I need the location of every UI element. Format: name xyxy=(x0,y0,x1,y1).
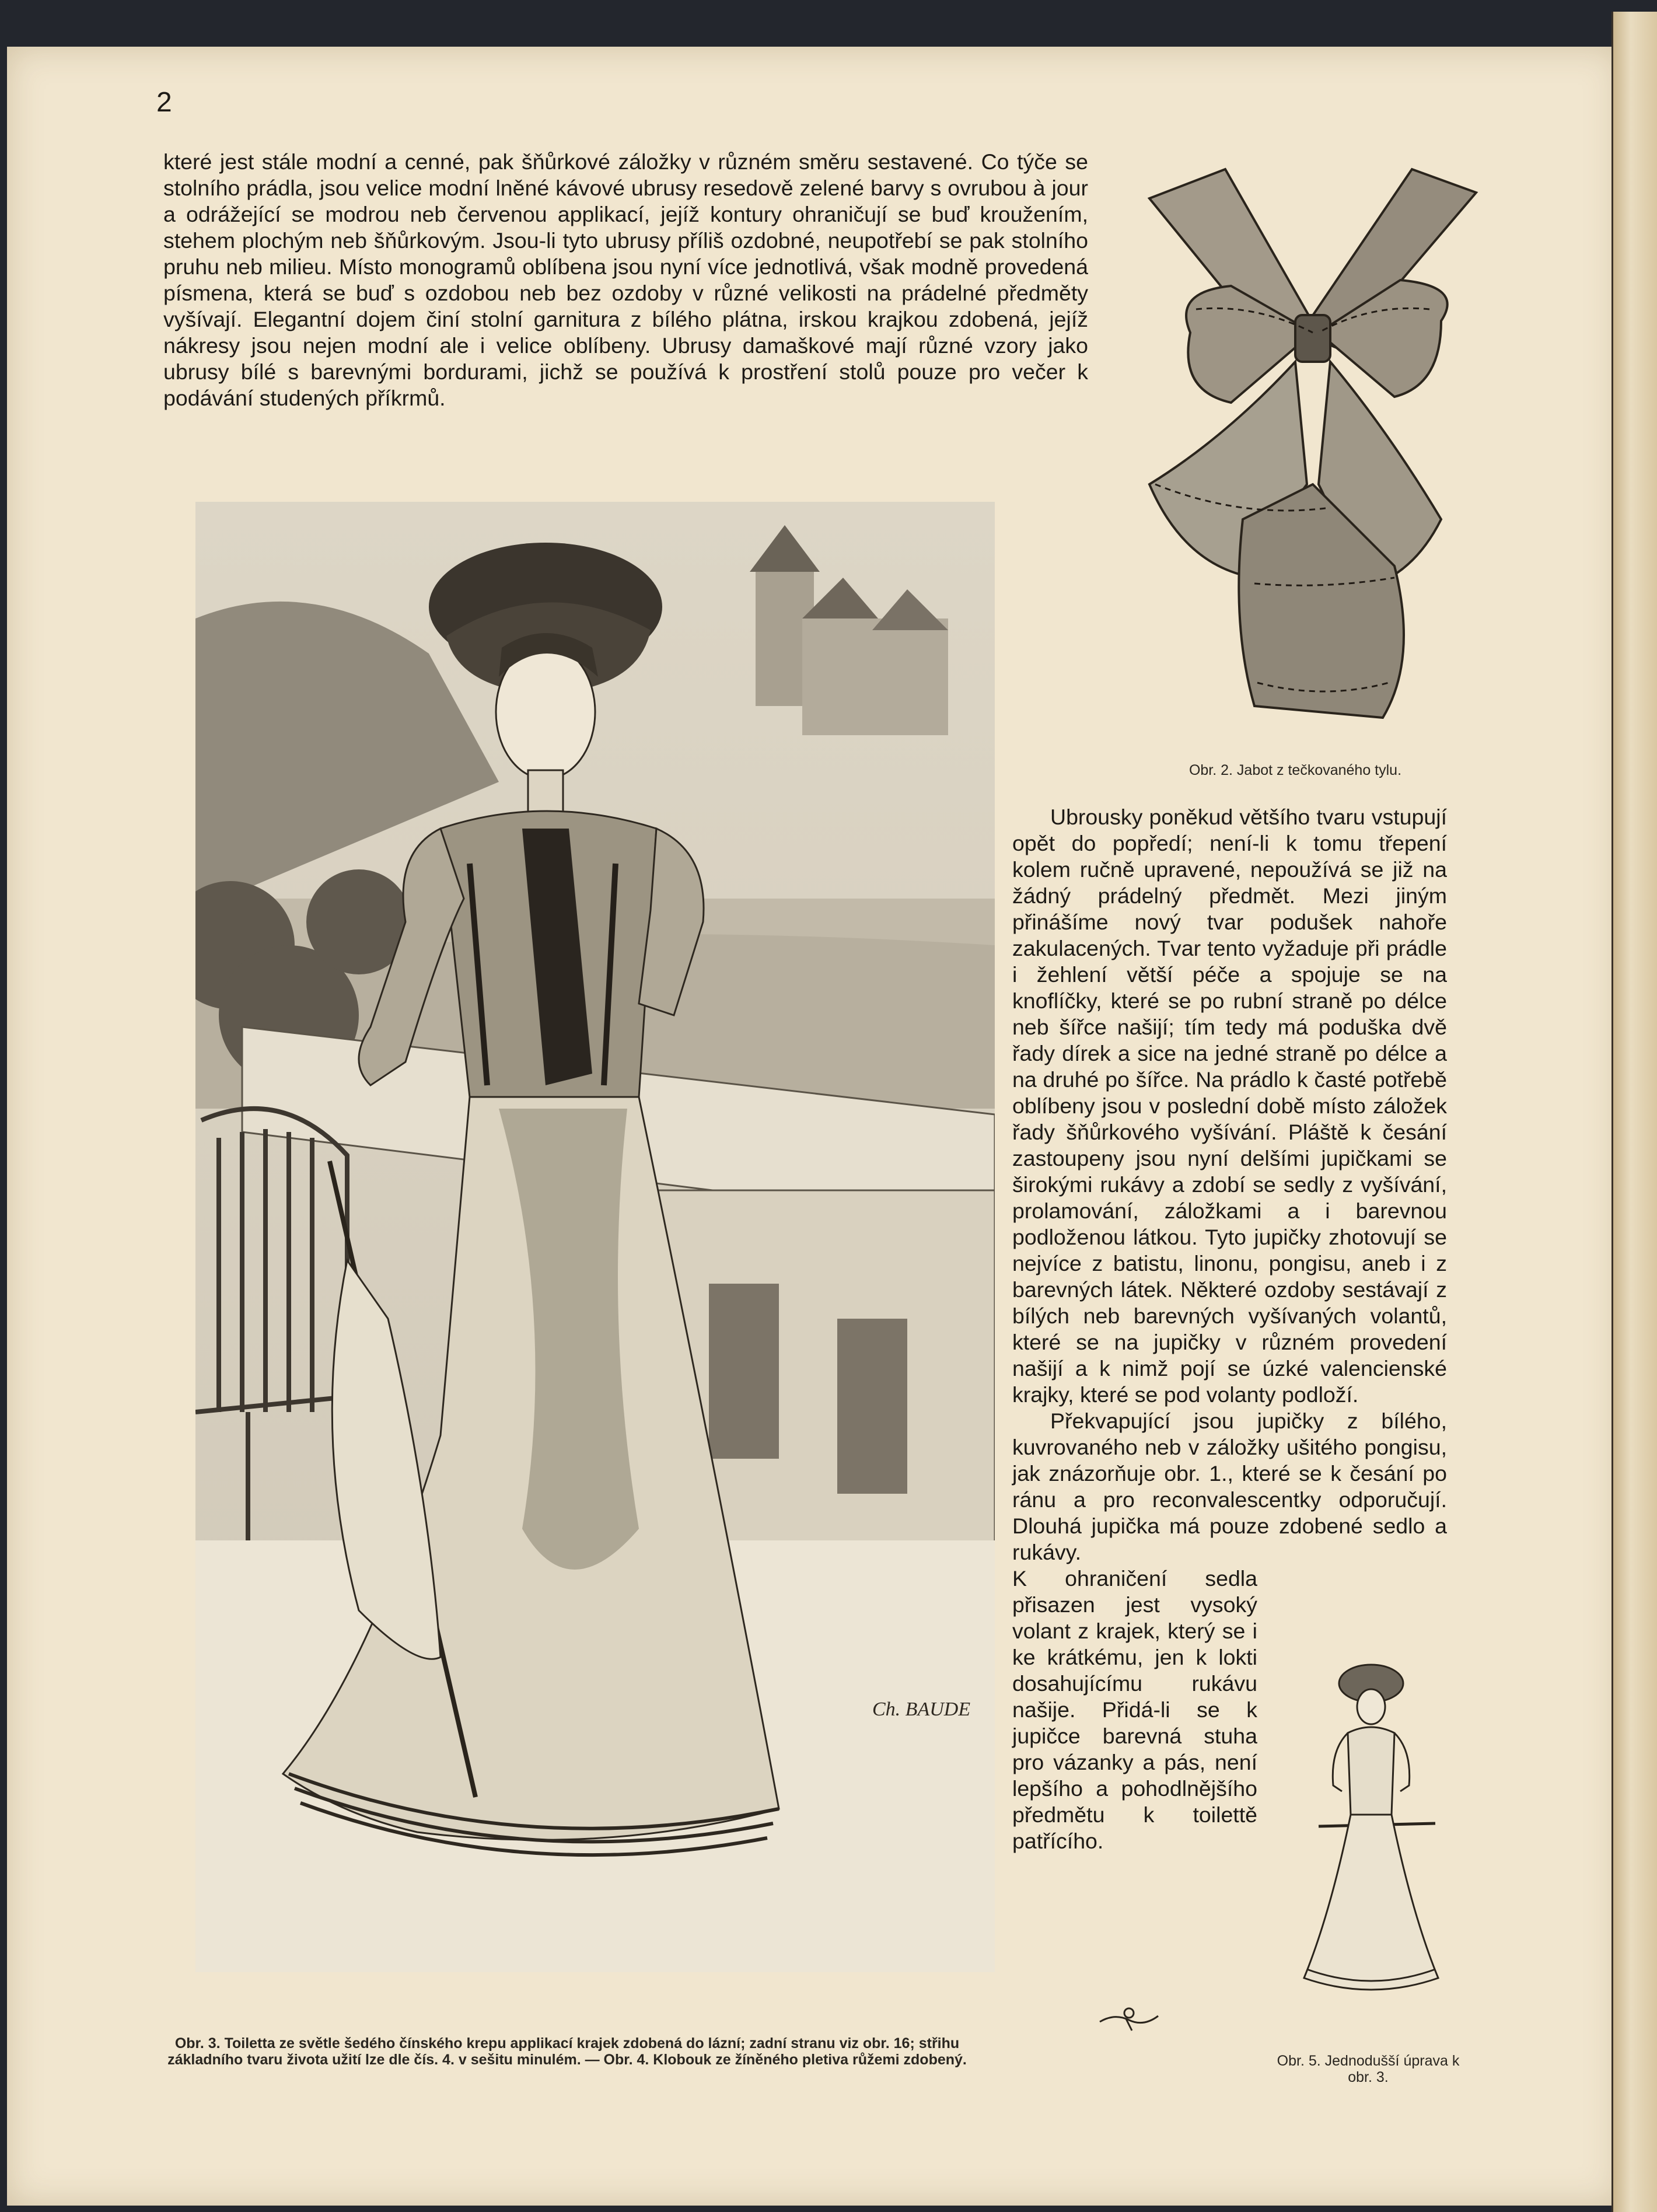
paragraph-yoke: K ohraničení sedla přisazen jest vysoký volant z krajek, který se i ke krátkému, jen k lokti dosahujícímu rukávu našije. Přidá-li se k jupičce barevná stuha pro vázanky a pás, není lepšího a pohodlnějšího předmětu k toilettě patřícího. xyxy=(1012,1566,1257,1853)
artist-signature: Ch. BAUDE xyxy=(872,1699,971,1720)
simplified-dress-figure xyxy=(1295,1651,1447,2001)
caption-fig3-4: Obr. 3. Toiletta ze světle šedého čínského krepu applikací krajek zdobená do lázní; zadní stranu viz obr. 16; střihu základního tvaru života užití lze dle čís. 4. v sešitu minulém. — Obr. 4. Klobouk ze žíněného pletiva růžemi zdobený. xyxy=(167,2035,967,2068)
jabot-illustration xyxy=(1138,158,1488,729)
intro-paragraph: které jest stále modní a cenné, pak šňůrkové záložky v různém směru sestavené. Co týče se stolního prádla, jsou velice modní lněné kávové ubrusy resedově zelené barvy s ovrubou à jour a odrážející se modrou neb červenou applikací, jejíž kontury ohraničují se buď kroužením, stehem plochým neb šňůrkovým. Jsou-li tyto ubrusy příliš ozdobné, neupotřebí se pak stolního pruhu neb milieu. Místo monogramů oblíbena jsou nyní více jednotlivá, však modně provedená písmena, která se buď s ozdobou neb bez ozdoby v různé velikosti na prádelné předměty vyšívají. Elegantní dojem činí stolní garnitura z bílého plátna, irskou krajkou zdobená, jejíž nákresy jsou nejen modní ale i velice oblíbeny. Ubrusy damaškové mají různé vzory jako ubrusy bílé s barevnými bordurami, jichž se používá k prostření stolů pouze pro večer k podávání studených příkrmů. xyxy=(163,149,1088,410)
book-spine xyxy=(1613,12,1657,2212)
page-number: 2 xyxy=(156,87,172,118)
fashion-plate-illustration xyxy=(195,502,995,1972)
caption-fig2: Obr. 2. Jabot z tečkovaného tylu. xyxy=(1188,762,1402,778)
ornament-icon xyxy=(1097,2001,1161,2036)
paragraph-napkins: Ubrousky poněkud většího tvaru vstupují opět do popředí; není-li k tomu třepení kolem ručně upravené, nepoužívá se již na žádný prádelný předmět. Mezi jiným přinášíme nový tvar podušek nahoře zakulacených. Tvar tento vyžaduje při prádle i žehlení větší péče a spojuje se na knoflíčky, které se po rubní straně po délce neb šířce našijí; tím tedy má poduška dvě řady dírek a sice na jedné straně po délce a na druhé po šířce. Na prádlo k časté potřebě oblíbeny jsou v poslední době místo záložek řady šňůrkového vyšívání. Pláště k česání zastoupeny jsou nyní delšími jupičkami se širokými rukávy a zdobí se sedly z vyšívání, prolamování, záložkami a i barevnou podloženou látkou. Tyto jupičky zhotovují se nejvíce z batistu, linonu, pongisu, aneb i z barevných látek. Některé ozdoby sestávají z bílých neb barevných vyšívaných volantů, které se na jupičky v různém provedení našijí a k nimž pojí se úzké valencienské krajky, které se pod volanty podloží. xyxy=(1012,805,1447,1407)
paragraph-jackets: Překvapující jsou jupičky z bílého, kuvrovaného neb v záložky ušitého pongisu, jak znázorňuje obr. 1., které se k česání po ránu a pro reconvalescentky odporučují. Dlouhá jupička má pouze zdobené sedlo a rukávy. xyxy=(1012,1409,1447,1564)
caption-fig5: Obr. 5. Jednodušší úprava k obr. 3. xyxy=(1277,2053,1460,2085)
